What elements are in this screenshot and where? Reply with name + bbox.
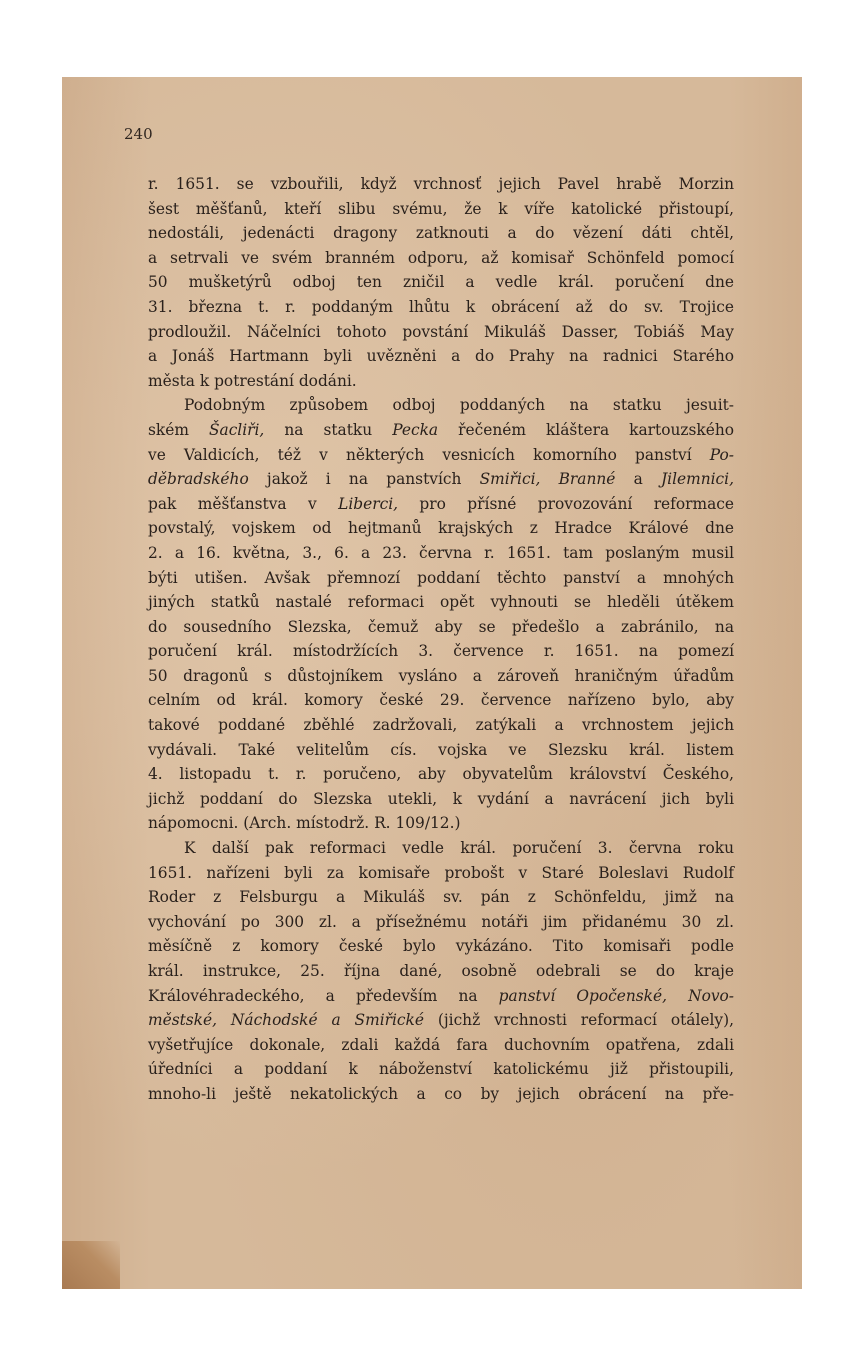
text-span: na statku xyxy=(264,420,393,439)
text-line xyxy=(148,1008,734,1033)
italic-text: městské, Náchodské a Smiřické xyxy=(148,1011,424,1030)
italic-text: Šacliři, xyxy=(208,420,265,439)
italic-text: Liberci, xyxy=(338,494,399,513)
text-line: a setrvali ve svém branném odporu, až komisař Schönfeld pomocí xyxy=(148,248,734,267)
text-span: Královéhradeckého, a především na xyxy=(148,986,499,1005)
text-line xyxy=(148,418,734,443)
text-line: města k potrestání dodáni. xyxy=(148,371,357,390)
text-line: 31. března t. r. poddaným lhůtu k obrácení až do sv. Trojice xyxy=(148,297,734,316)
text-line: poručení král. místodržících 3. července r. 1651. na pomezí xyxy=(148,642,734,661)
text-line: mnoho-li ještě nekatolických a co by jejich obrácení na pře- xyxy=(148,1084,734,1103)
text-line: nápomocni. (Arch. místodrž. R. 109/12.) xyxy=(148,814,461,833)
text-line: vydávali. Také velitelům cís. vojska ve Slezsku král. listem xyxy=(148,740,734,759)
text-line: prodloužil. Náčelníci tohoto povstání Mikuláš Dasser, Tobiáš May xyxy=(148,322,734,341)
text-line: úředníci a poddaní k náboženství katolickému již přistoupili, xyxy=(148,1060,734,1079)
text-line: 50 dragonů s důstojníkem vysláno a zároveň hraničným úřadům xyxy=(148,666,734,685)
text-line xyxy=(148,443,734,468)
text-line: měsíčně z komory české bylo vykázáno. Tito komisaři podle xyxy=(148,937,734,956)
text-line: nedostáli, jedenácti dragony zatknouti a do vězení dáti chtěl, xyxy=(148,224,734,243)
page-number: 240 xyxy=(124,125,153,143)
text-line: býti utišen. Avšak přemnozí poddaní těchto panství a mnohých xyxy=(148,568,734,587)
text-line: král. instrukce, 25. října dané, osobně odebrali se do kraje xyxy=(148,962,734,980)
text-span: (jichž vrchnosti reformací otálely), xyxy=(423,1011,734,1030)
text-line: Podobným způsobem odboj poddaných na statku jesuit- xyxy=(184,396,734,415)
text-line: jiných statků nastalé reformaci opět vyhnouti se hleděli útěkem xyxy=(148,593,734,612)
text-line: a Jonáš Hartmann byli uvězněni a do Prahy na radnici Starého xyxy=(148,347,734,366)
corner-stain xyxy=(62,1241,120,1289)
text-span: pro přísné provozování reformace xyxy=(398,494,734,513)
text-span: řečeném kláštera kartouzského xyxy=(438,420,734,439)
text-line: r. 1651. se vzbouřili, když vrchnosť jejich Pavel hrabě Morzin xyxy=(148,175,734,193)
body-text xyxy=(148,172,734,1107)
italic-text: Smiřici, Branné xyxy=(479,470,616,489)
text-span: a xyxy=(615,470,661,489)
text-line: šest měšťanů, kteří slibu svému, že k víře katolické přistoupí, xyxy=(148,199,734,218)
text-line: 1651. nařízeni byli za komisaře probošt v Staré Boleslavi Rudolf xyxy=(148,863,734,882)
text-line xyxy=(148,984,734,1009)
text-line xyxy=(148,492,734,517)
text-line xyxy=(148,467,734,492)
text-line: celním od král. komory české 29. července nařízeno bylo, aby xyxy=(148,691,734,710)
text-line: 50 mušketýrů odboj ten zničil a vedle král. poručení dne xyxy=(148,273,734,292)
text-span: ském xyxy=(148,420,209,439)
book-page xyxy=(62,77,802,1289)
text-line: do sousedního Slezska, čemuž aby se předešlo a zabránilo, na xyxy=(148,617,734,636)
text-line: 4. listopadu t. r. poručeno, aby obyvatelům království Českého, xyxy=(148,765,734,784)
text-line: vyšetřujíce dokonale, zdali každá fara duchovním opatřena, zdali xyxy=(148,1035,734,1054)
text-span: ve Valdicích, též v některých vesnicích komorního panství xyxy=(148,445,710,464)
text-line: povstalý, vojskem od hejtmanů krajských z Hradce Králové dne xyxy=(148,519,734,538)
italic-text: Jilemnici, xyxy=(661,470,734,489)
text-line: 2. a 16. května, 3., 6. a 23. června r. 1651. tam poslaným musil xyxy=(148,543,734,562)
text-line: jichž poddaní do Slezska utekli, k vydání a navrácení jich byli xyxy=(148,789,734,808)
text-line: vychování po 300 zl. a přísežnému notáři jim přidanému 30 zl. xyxy=(148,912,734,931)
text-span: pak měšťanstva v xyxy=(148,494,339,513)
text-line: takové poddané zběhlé zadržovali, zatýkali a vrchnostem jejich xyxy=(148,716,734,735)
italic-text: panství Opočenské, Novo- xyxy=(498,986,734,1005)
text-line: Roder z Felsburgu a Mikuláš sv. pán z Schönfeldu, jimž na xyxy=(148,888,734,907)
italic-text: děbradského xyxy=(148,470,249,489)
text-line: K další pak reformaci vedle král. poručení 3. června roku xyxy=(184,839,734,858)
italic-text: Pecka xyxy=(392,420,439,439)
text-span: jakož i na panstvích xyxy=(248,470,480,489)
italic-text: Po- xyxy=(709,445,734,464)
